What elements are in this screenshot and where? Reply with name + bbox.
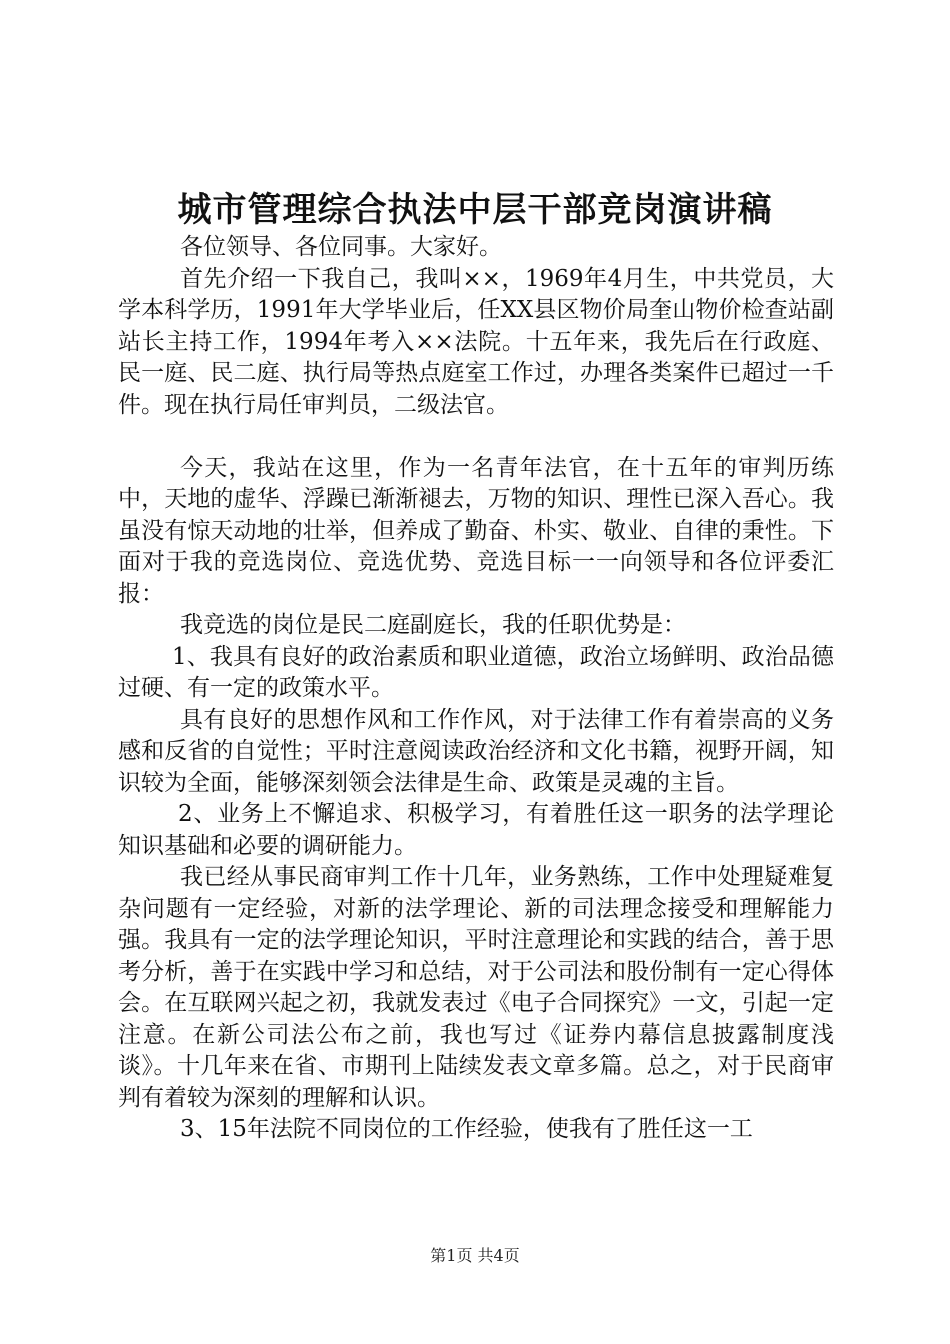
paragraph-point-2-detail: 我已经从事民商审判工作十几年，业务熟练，工作中处理疑难复杂问题有一定经验，对新的法学理论、新的司法理念接受和理解能力强。我具有一定的法学理论知识，平时注意理论和实践的结合，善于思考分析，善于在实践中学习和总结，对于公司法和股份制有一定心得体会。在互联网兴起之初，我就发表过《电子合同探究》一文，引起一定注意。在新公司法公布之前，我也写过《证券内幕信息披露制度浅谈》。十几年来在省、市期刊上陆续发表文章多篇。总之，对于民商审判有着较为深刻的理解和认识。 xyxy=(118,864,834,1111)
paragraph-self-intro: 首先介绍一下我自己，我叫××，1969年4月生，中共党员，大学本科学历，1991年大学毕业后，任XX县区物价局奎山物价检查站副站长主持工作，1994年考入××法院。十五年来，我先后在行政庭、民一庭、民二庭、执行局等热点庭室工作过，办理各类案件已超过一千件。现在执行局任审判员，二级法官。 xyxy=(118,265,834,418)
paragraph-point-2: 2、业务上不懈追求、积极学习，有着胜任这一职务的法学理论知识基础和必要的调研能力。 xyxy=(118,801,834,859)
paragraph-greeting: 各位领导、各位同事。大家好。 xyxy=(180,234,502,260)
document-title: 城市管理综合执法中层干部竞岗演讲稿 xyxy=(177,190,773,230)
paragraph-point-1-detail: 具有良好的思想作风和工作作风，对于法律工作有着崇高的义务感和反省的自觉性；平时注意阅读政治经济和文化书籍，视野开阔，知识较为全面，能够深刻领会法律是生命、政策是灵魂的主旨。 xyxy=(118,706,834,796)
document-body xyxy=(118,232,834,1146)
paragraph-point-3: 3、15年法院不同岗位的工作经验，使我有了胜任这一工 xyxy=(180,1116,753,1142)
paragraph-position: 我竞选的岗位是民二庭副庭长，我的任职优势是： xyxy=(180,612,686,638)
paragraph-today: 今天，我站在这里，作为一名青年法官，在十五年的审判历练中，天地的虚华、浮躁已渐渐褪去，万物的知识、理性已深入吾心。我虽没有惊天动地的壮举，但养成了勤奋、朴实、敬业、自律的秉性。下面对于我的竞选岗位、竞选优势、竞选目标一一向领导和各位评委汇报： xyxy=(118,454,834,607)
paragraph-point-1: 1、我具有良好的政治素质和职业道德，政治立场鲜明、政治品德过硬、有一定的政策水平。 xyxy=(118,643,834,701)
paragraph-gap xyxy=(118,421,834,453)
page-footer: 第1页 共4页 xyxy=(430,1246,520,1265)
